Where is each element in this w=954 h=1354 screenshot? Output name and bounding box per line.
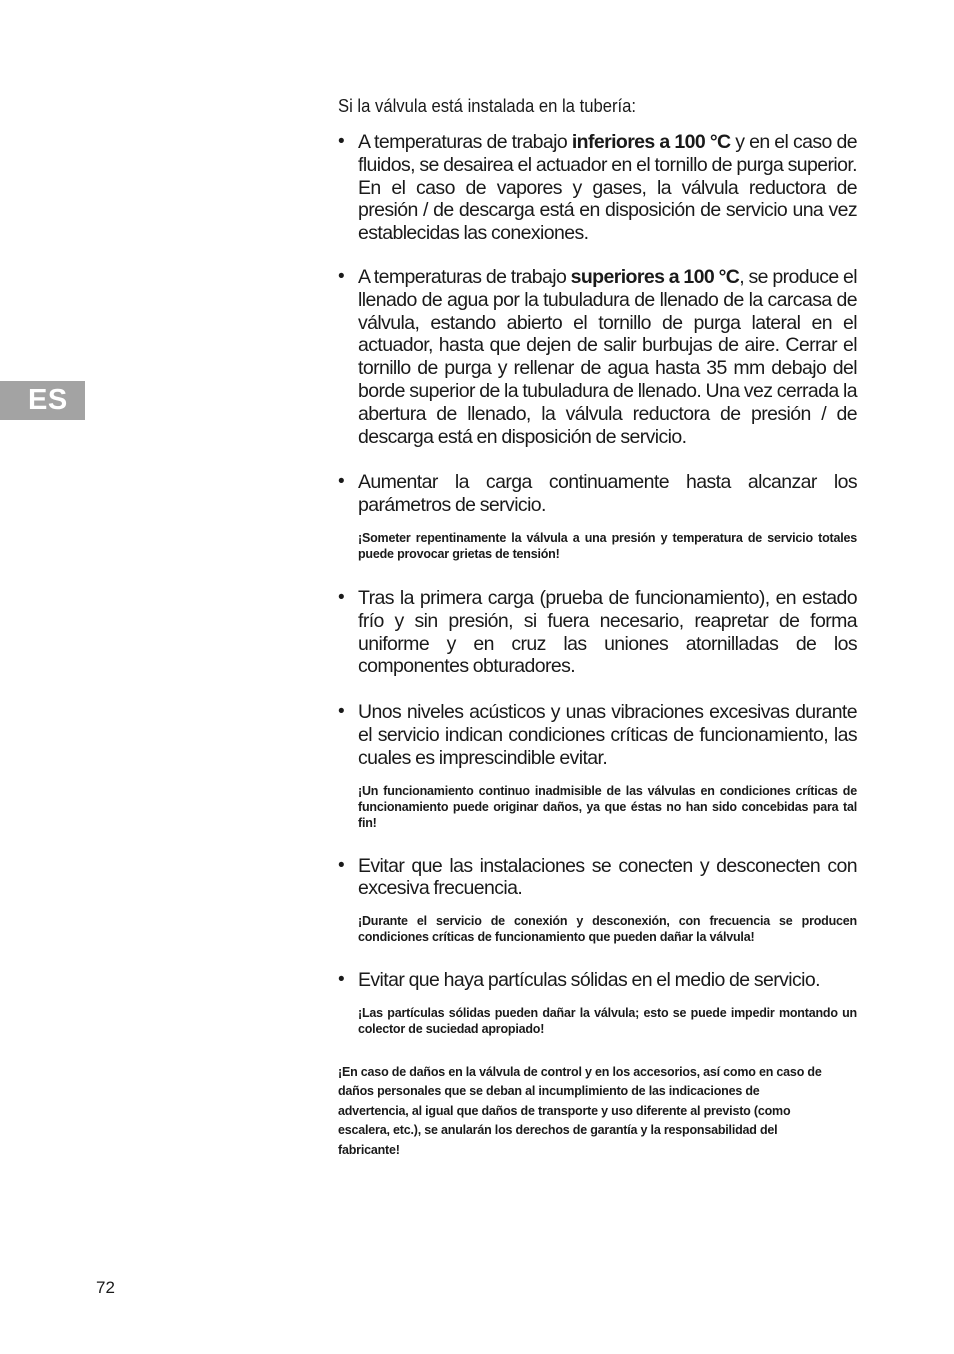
page-number: 72 xyxy=(96,1278,115,1297)
list-item-text: Unos niveles acústicos y unas vibraciones excesivas durante el servicio indican condiciones críticas de funcionamiento, las cuales es imprescindible evitar. xyxy=(358,701,857,769)
list-item xyxy=(338,131,857,245)
list-item-text: Tras la primera carga (prueba de funcionamiento), en estado frío y sin presión, si fuera necesario, reapretar de forma uniforme y en cruz las uniones atornilladas de los componentes obturadores. xyxy=(358,586,857,678)
warning-note: ¡Un funcionamiento continuo inadmisible de las válvulas en condiciones críticas de funcionamiento puede originar daños, ya que éstas no han sido concebidas para tal fin! xyxy=(358,783,857,830)
list-item xyxy=(338,266,857,448)
warranty-notice: ¡En caso de daños en la válvula de control y en los accesorios, así como en caso de daños personales que se deban al incumplimiento de las indicaciones de advertencia, al igual que daños de transporte y uso diferente al previsto (como escalera, etc.), se anularán los derechos de garantía y la responsabilidad del fabricante! xyxy=(338,1064,822,1157)
bullet-icon: • xyxy=(338,854,345,876)
list-item xyxy=(338,969,857,1037)
language-tab: ES xyxy=(0,381,85,420)
warning-note: ¡Durante el servicio de conexión y desconexión, con frecuencia se producen condiciones críticas de funcionamiento que pueden dañar la válvula! xyxy=(358,914,857,945)
main-content xyxy=(338,94,857,1160)
list-item-text: Evitar que las instalaciones se conecten y desconecten con excesiva frecuencia. xyxy=(358,854,857,900)
bullet-icon: • xyxy=(338,471,345,493)
bullet-icon: • xyxy=(338,265,345,287)
list-item xyxy=(338,701,857,830)
bullet-icon: • xyxy=(338,131,345,152)
list-item xyxy=(338,587,857,678)
list-item-text: Evitar que haya partículas sólidas en el medio de servicio. xyxy=(358,969,820,992)
list-item-text: A temperaturas de trabajo inferiores a 100 °C y en el caso de fluidos, se desairea el actuador en el tornillo de purga superior. En el caso de vapores y gases, la válvula reductora de presión / de descarga está en disposición de servicio una vez establecidas las conexiones. xyxy=(358,131,857,245)
bullet-icon: • xyxy=(338,586,345,608)
intro-text: Si la válvula está instalada en la tubería: xyxy=(338,95,637,116)
list-item xyxy=(338,471,857,562)
list-item xyxy=(338,855,857,946)
bullet-icon: • xyxy=(338,969,345,991)
bullet-icon: • xyxy=(338,701,345,723)
warning-note: ¡Las partículas sólidas pueden dañar la válvula; esto se puede impedir montando un colector de suciedad apropiado! xyxy=(358,1005,857,1036)
list-item-text: A temperaturas de trabajo superiores a 100 °C, se produce el llenado de agua por la tubuladura de llenado de la carcasa de válvula, estando abierto el tornillo de purga lateral en el actuador, hasta que dejen de salir burbujas de aire. Cerrar el tornillo de purga y rellenar de agua hasta 35 mm debajo del borde superior de la tubuladura de llenado. Una vez cerrada la abertura de llenado, la válvula reductora de presión / de descarga está en disposición de servicio. xyxy=(358,265,857,448)
warning-note: ¡Someter repentinamente la válvula a una presión y temperatura de servicio totales puede provocar grietas de tensión! xyxy=(358,530,857,561)
list-item-text: Aumentar la carga continuamente hasta alcanzar los parámetros de servicio. xyxy=(358,471,857,517)
